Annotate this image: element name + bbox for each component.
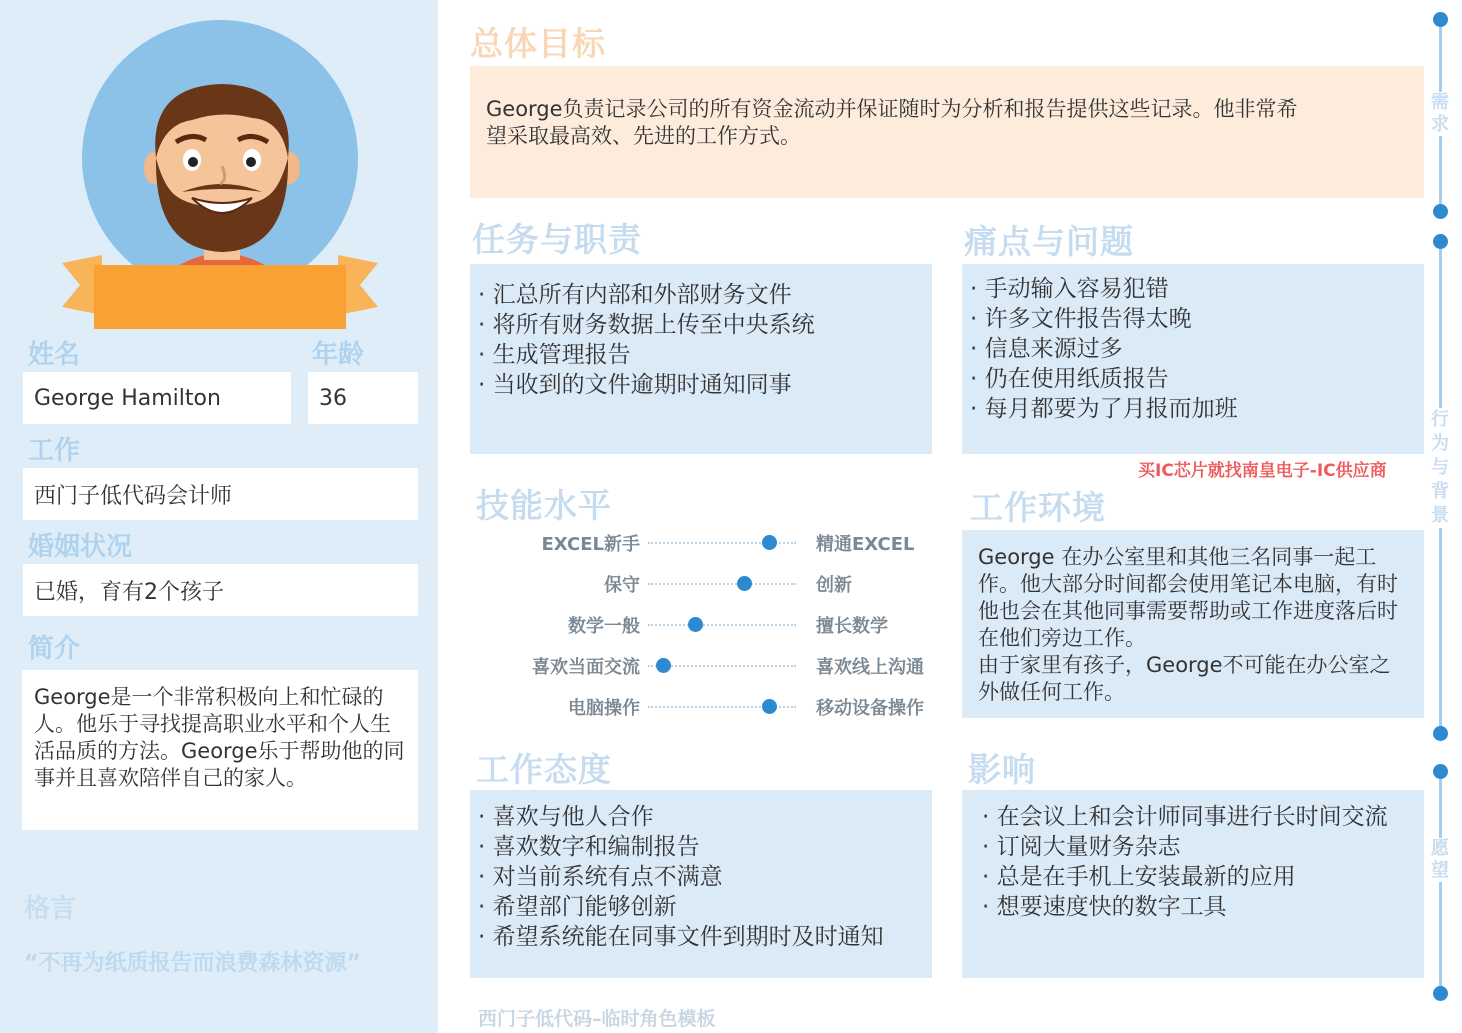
pain-list [970, 274, 1416, 424]
timeline-dot [1433, 764, 1448, 779]
pain-box [962, 264, 1424, 454]
profile-sidebar [0, 0, 438, 1033]
timeline-dot [1433, 234, 1448, 249]
job-field[interactable]: 西门子低代码会计师 [23, 468, 418, 520]
influence-title: 影响 [968, 750, 1036, 789]
skill-right-label: 喜欢线上沟通 [816, 657, 924, 678]
age-field[interactable]: 36 [308, 372, 418, 424]
list-item: · 喜欢数字和编制报告 [478, 834, 700, 860]
skill-slider-knob[interactable] [737, 576, 752, 591]
job-label: 工作 [28, 436, 81, 466]
skill-slider-knob[interactable] [762, 535, 777, 550]
motto-label: 格言 [24, 894, 77, 924]
attitude-box [470, 790, 932, 978]
skill-left-label: EXCEL新手 [541, 534, 640, 555]
skill-left-label: 电脑操作 [568, 698, 640, 719]
ribbon-banner-icon [62, 245, 378, 331]
list-item: · 生成管理报告 [478, 342, 631, 368]
list-item: · 对当前系统有点不满意 [478, 864, 723, 890]
skill-track [648, 624, 796, 626]
timeline-label-behavior: 行为与背景 [1428, 408, 1452, 528]
marital-label: 婚姻状况 [28, 532, 133, 562]
attitude-title: 工作态度 [476, 750, 612, 789]
skills-title: 技能水平 [476, 486, 612, 525]
list-item: · 当收到的文件逾期时通知同事 [478, 372, 792, 398]
list-item: · 希望部门能够创新 [478, 894, 677, 920]
timeline-label-wish: 愿望 [1428, 838, 1452, 882]
list-item: · 希望系统能在同事文件到期时及时通知 [478, 924, 884, 950]
marital-field[interactable]: 已婚，育有2个孩子 [23, 564, 418, 616]
skill-row [470, 694, 950, 720]
list-item: · 信息来源过多 [970, 336, 1123, 362]
name-label: 姓名 [28, 340, 81, 370]
influence-box [962, 790, 1424, 978]
skill-row [470, 653, 950, 679]
skill-right-label: 创新 [816, 575, 852, 596]
skill-right-label: 擅长数学 [816, 616, 888, 637]
list-item: · 总是在手机上安装最新的应用 [982, 864, 1296, 890]
environment-title: 工作环境 [970, 488, 1106, 527]
name-field[interactable]: George Hamilton [23, 372, 291, 424]
skill-slider-knob[interactable] [656, 658, 671, 673]
list-item: · 每月都要为了月报而加班 [970, 396, 1238, 422]
goal-title: 总体目标 [470, 24, 606, 63]
skill-row [470, 612, 950, 638]
timeline-dot [1433, 726, 1448, 741]
motto-text: “不再为纸质报告而浪费森林资源” [24, 951, 361, 976]
list-item: · 在会议上和会计师同事进行长时间交流 [982, 804, 1388, 830]
skill-slider-knob[interactable] [762, 699, 777, 714]
list-item: · 将所有财务数据上传至中央系统 [478, 312, 815, 338]
tasks-title: 任务与职责 [472, 220, 642, 259]
watermark-text: 买IC芯片就找南皇电子-IC供应商 [1138, 461, 1387, 481]
tasks-list [478, 280, 924, 400]
environment-text: George 在办公室里和其他三名同事一起工作。他大部分时间都会使用笔记本电脑，有时他也会在其他同事需要帮助或工作进度落后时在他们旁边工作。 [978, 545, 1398, 650]
goal-box [470, 66, 1424, 198]
skill-left-label: 数学一般 [568, 616, 640, 637]
skill-left-label: 喜欢当面交流 [532, 657, 640, 678]
skill-right-label: 精通EXCEL [816, 534, 915, 555]
environment-box [962, 530, 1424, 718]
list-item: · 许多文件报告得太晚 [970, 306, 1192, 332]
age-label: 年龄 [312, 340, 365, 370]
list-item: · 喜欢与他人合作 [478, 804, 654, 830]
list-item: · 想要速度快的数字工具 [982, 894, 1227, 920]
bio-label: 简介 [28, 634, 81, 664]
footer-text: 西门子低代码–临时角色模板 [478, 1008, 716, 1030]
pain-title: 痛点与问题 [964, 222, 1134, 261]
timeline-label-needs: 需求 [1428, 92, 1452, 136]
timeline-dot [1433, 986, 1448, 1001]
skill-left-label: 保守 [604, 575, 640, 596]
tasks-box [470, 264, 932, 454]
skill-row [470, 571, 950, 597]
list-item: · 订阅大量财务杂志 [982, 834, 1181, 860]
timeline-dot [1433, 12, 1448, 27]
skill-slider-knob[interactable] [688, 617, 703, 632]
influence-list [982, 802, 1404, 922]
bio-field[interactable]: George是一个非常积极向上和忙碌的人。他乐于寻找提高职业水平和个人生活品质的方法。George乐于帮助他的同事并且喜欢陪伴自己的家人。 [22, 670, 418, 830]
list-item: · 汇总所有内部和外部财务文件 [478, 282, 792, 308]
goal-text: George负责记录公司的所有资金流动并保证随时为分析和报告提供这些记录。他非常希望采取最高效、先进的工作方式。 [486, 97, 1298, 148]
timeline-dot [1433, 204, 1448, 219]
attitude-list [478, 802, 924, 952]
list-item: · 仍在使用纸质报告 [970, 366, 1169, 392]
skill-track [648, 583, 796, 585]
skill-right-label: 移动设备操作 [816, 698, 924, 719]
timeline-line [1439, 770, 1442, 994]
skill-row [470, 530, 950, 556]
environment-text-2: 由于家里有孩子，George不可能在办公室之外做任何工作。 [978, 653, 1391, 704]
list-item: · 手动输入容易犯错 [970, 276, 1169, 302]
